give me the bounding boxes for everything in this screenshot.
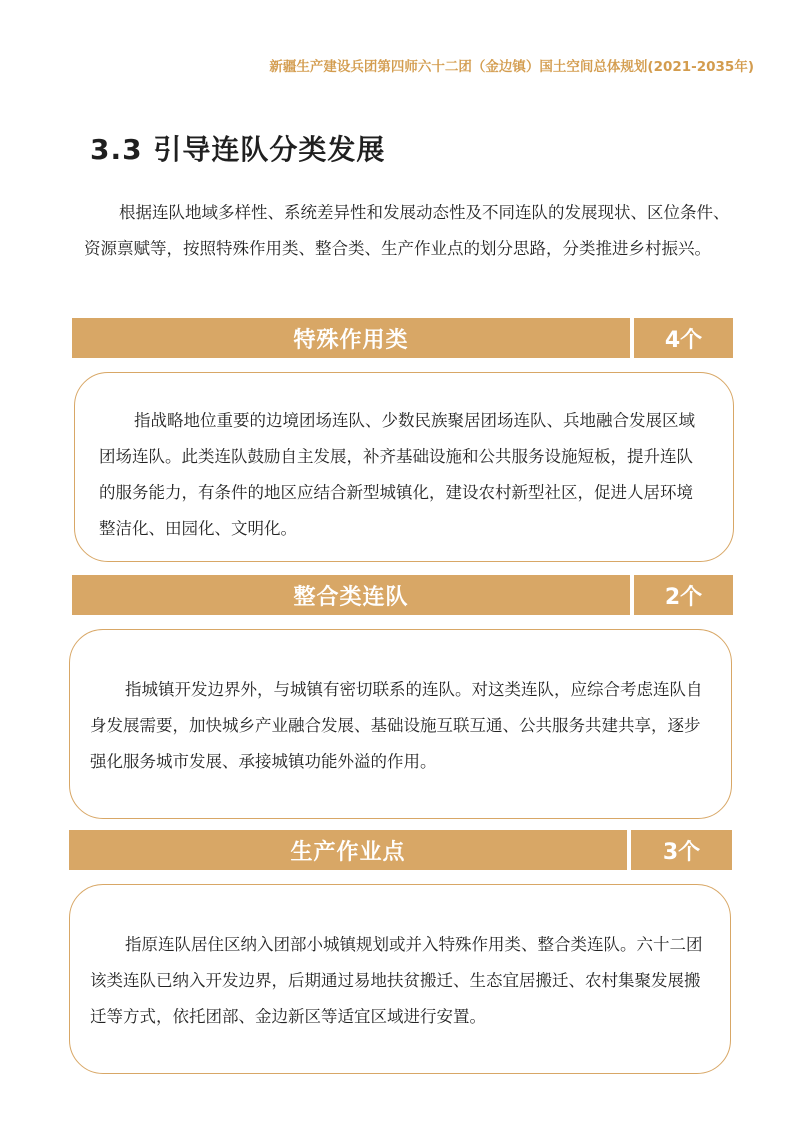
category-card-special	[74, 372, 734, 562]
category-title: 生产作业点	[69, 830, 627, 870]
category-band-special	[72, 318, 733, 358]
category-count: 3个	[631, 830, 732, 870]
section-title: 3.3 引导连队分类发展	[90, 133, 386, 166]
category-title: 特殊作用类	[72, 318, 630, 358]
category-band-production	[69, 830, 732, 870]
category-band-integration	[72, 575, 733, 615]
document-header-title: 新疆生产建设兵团第四师六十二团（金边镇）国土空间总体规划(2021-2035年)	[269, 59, 754, 75]
category-description: 指原连队居住区纳入团部小城镇规划或并入特殊作用类、整合类连队。六十二团该类连队已纳入开发边界，后期通过易地扶贫搬迁、生态宜居搬迁、农村集聚发展搬迁等方式，依托团部、金边新区等适宜区域进行安置。	[90, 935, 703, 1026]
category-description: 指战略地位重要的边境团场连队、少数民族聚居团场连队、兵地融合发展区域团场连队。此类连队鼓励自主发展，补齐基础设施和公共服务设施短板，提升连队的服务能力，有条件的地区应结合新型城镇化，建设农村新型社区，促进人居环境整洁化、田园化、文明化。	[99, 411, 695, 538]
category-title: 整合类连队	[72, 575, 630, 615]
category-card-integration	[69, 629, 732, 819]
section-intro: 根据连队地域多样性、系统差异性和发展动态性及不同连队的发展现状、区位条件、资源禀赋等，按照特殊作用类、整合类、生产作业点的划分思路，分类推进乡村振兴。	[84, 203, 730, 258]
category-description: 指城镇开发边界外，与城镇有密切联系的连队。对这类连队，应综合考虑连队自身发展需要，加快城乡产业融合发展、基础设施互联互通、公共服务共建共享，逐步强化服务城市发展、承接城镇功能外溢的作用。	[90, 680, 703, 771]
category-count: 2个	[634, 575, 733, 615]
category-count: 4个	[634, 318, 733, 358]
category-card-production	[69, 884, 731, 1074]
